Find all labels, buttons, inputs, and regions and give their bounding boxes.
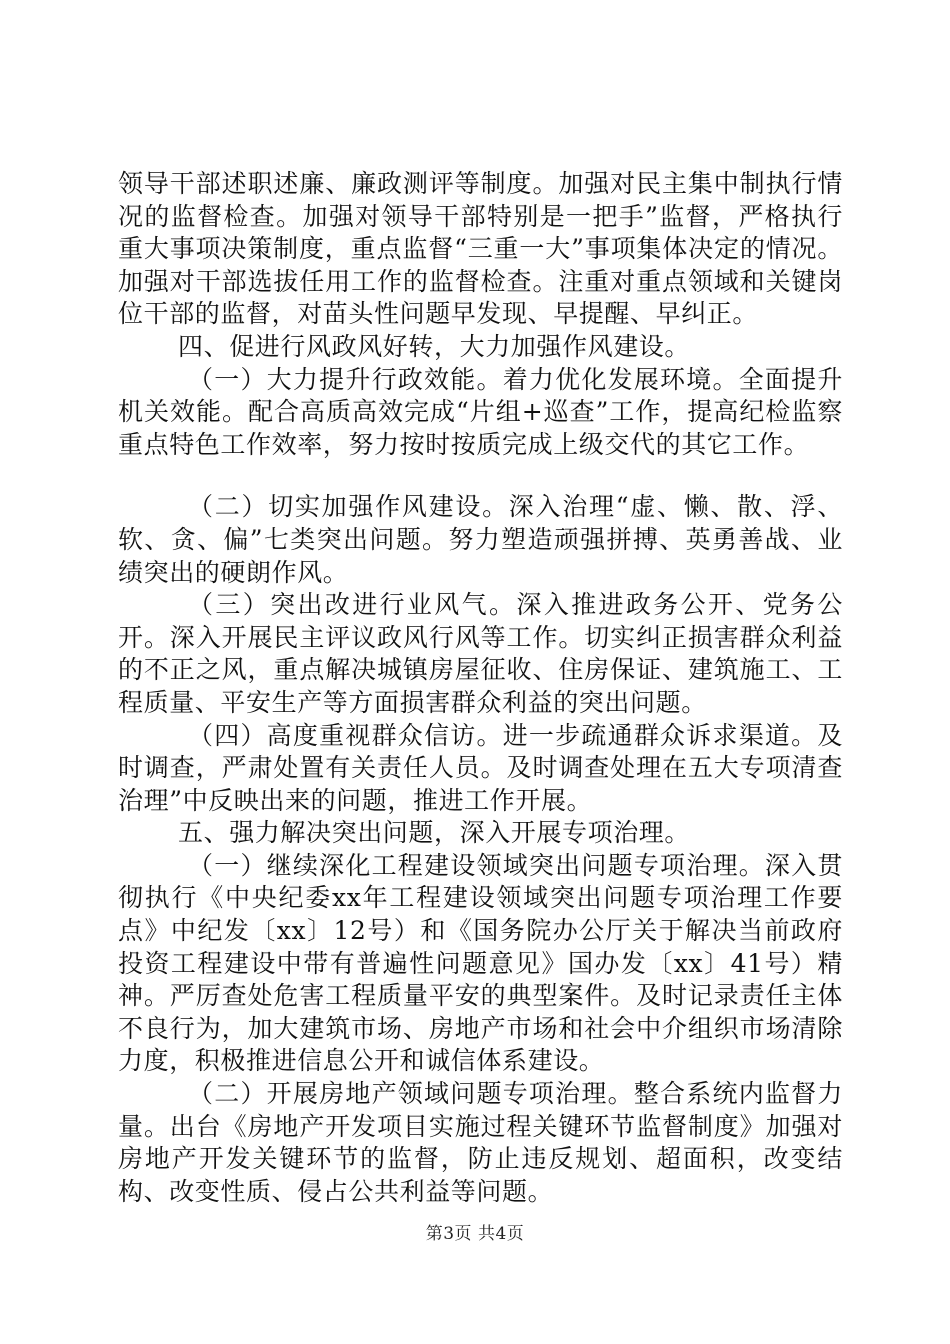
paragraph-4-4: （四）高度重视群众信访。进一步疏通群众诉求渠道。及时调查，严肃处置有关责任人员。及时调查处理在五大专项清查治理”中反映出来的问题，推进工作开展。 <box>118 720 843 815</box>
paragraph-4-3: （三）突出改进行业风气。深入推进政务公开、党务公开。深入开展民主评议政风行风等工作。切实纠正损害群众利益的不正之风，重点解决城镇房屋征收、住房保证、建筑施工、工程质量、平安生产等方面损害群众利益的突出问题。 <box>118 590 843 717</box>
section-heading-4: 四、促进行风政风好转，大力加强作风建设。 <box>178 331 691 361</box>
paragraph-5-2: （二）开展房地产领域问题专项治理。整合系统内监督力量。出台《房地产开发项目实施过程关键环节监督制度》加强对房地产开发关键环节的监督，防止违反规划、超面积，改变结构、改变性质、侵占公共利益等问题。 <box>118 1079 843 1206</box>
paragraph-4-1: （一）大力提升行政效能。着力优化发展环境。全面提升机关效能。配合高质高效完成“片组+巡查”工作，提高纪检监察重点特色工作效率，努力按时按质完成上级交代的其它工作。 <box>118 364 843 459</box>
paragraph-4-2: （二）切实加强作风建设。深入治理“虚、懒、散、浮、软、贪、偏”七类突出问题。努力塑造顽强拼搏、英勇善战、业绩突出的硬朗作风。 <box>118 492 843 587</box>
paragraph-5-1: （一）继续深化工程建设领域突出问题专项治理。深入贯彻执行《中央纪委xx年工程建设领域突出问题专项治理工作要点》中纪发〔xx〕12号）和《国务院办公厅关于解决当前政府投资工程建设中带有普遍性问题意见》国办发〔xx〕41号）精神。严厉查处危害工程质量平安的典型案件。及时记录责任主体不良行为，加大建筑市场、房地产市场和社会中介组织市场清除力度，积极推进信息公开和诚信体系建设。 <box>118 850 843 1076</box>
section-heading-5: 五、强力解决突出问题，深入开展专项治理。 <box>178 818 691 848</box>
document-body <box>118 168 843 1208</box>
page-number-footer: 第3页 共4页 <box>425 1224 525 1244</box>
paragraph-1: 领导干部述职述廉、廉政测评等制度。加强对民主集中制执行情况的监督检查。加强对领导干部特别是一把手”监督，严格执行重大事项决策制度，重点监督“三重一大”事项集体决定的情况。加强对干部选拔任用工作的监督检查。注重对重点领域和关键岗位干部的监督，对苗头性问题早发现、早提醒、早纠正。 <box>118 169 843 329</box>
